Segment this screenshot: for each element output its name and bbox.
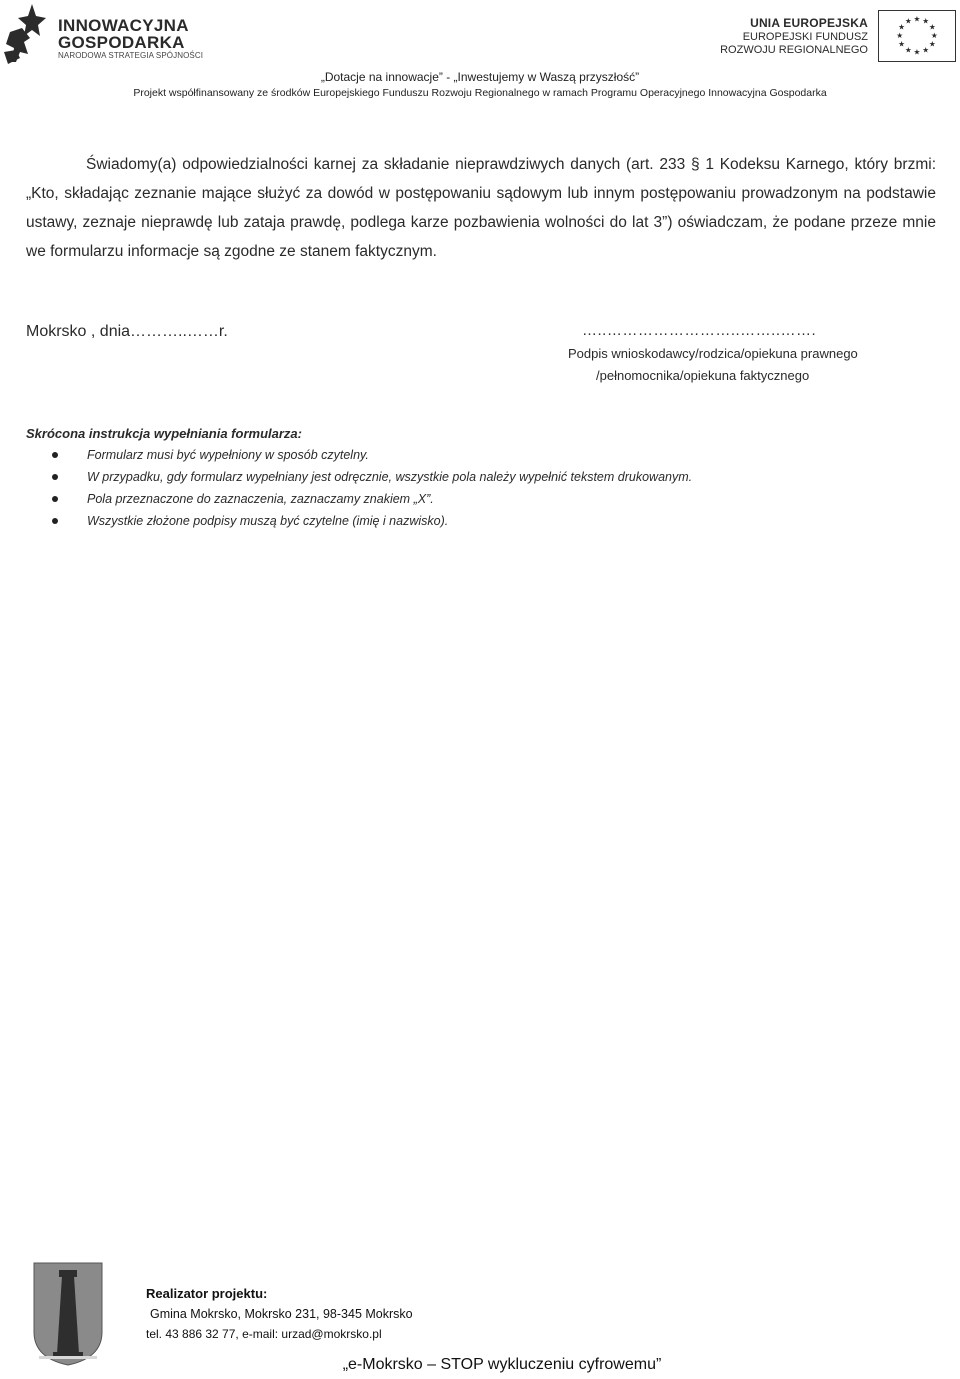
eu-line-1: UNIA EUROPEJSKA bbox=[750, 16, 868, 30]
instruction-text: W przypadku, gdy formularz wypełniany jest odręcznie, wszystkie pola należy wypełnić tekstem drukowanym. bbox=[87, 470, 693, 484]
list-item bbox=[52, 444, 692, 466]
list-item bbox=[52, 510, 692, 532]
bullet-icon bbox=[52, 518, 58, 524]
instructions-list bbox=[52, 444, 692, 532]
project-line: Projekt współfinansowany ze środków Europejskiego Funduszu Rozwoju Regionalnego w ramach Programu Operacyjnego Innowacyjna Gospodarka bbox=[133, 87, 827, 99]
svg-text:★: ★ bbox=[898, 22, 906, 32]
signature-line: …..……………………..……..……. bbox=[582, 322, 817, 339]
innowacyjna-gospodarka-logo bbox=[2, 2, 212, 66]
eu-logo-text bbox=[720, 16, 868, 56]
svg-text:★: ★ bbox=[896, 30, 904, 40]
svg-text:★: ★ bbox=[930, 30, 938, 40]
tower-coat-of-arms-icon bbox=[33, 1262, 103, 1366]
svg-text:★: ★ bbox=[913, 47, 921, 57]
svg-text:★: ★ bbox=[922, 16, 930, 26]
instruction-text: Wszystkie złożone podpisy muszą być czytelne (imię i nazwisko). bbox=[87, 514, 449, 528]
svg-text:★: ★ bbox=[928, 22, 936, 32]
list-item bbox=[52, 488, 692, 510]
bullet-icon bbox=[52, 474, 58, 480]
footer-address: Gmina Mokrsko, Mokrsko 231, 98-345 Mokrsko bbox=[150, 1307, 413, 1321]
signature-label-1: Podpis wnioskodawcy/rodzica/opiekuna prawnego bbox=[568, 346, 858, 361]
signature-label-2: /pełnomocnika/opiekuna faktycznego bbox=[596, 368, 810, 383]
logo-line-1: INNOWACYJNA bbox=[58, 16, 189, 35]
svg-text:★: ★ bbox=[913, 14, 921, 24]
logo-line-3: NARODOWA STRATEGIA SPÓJNOŚCI bbox=[58, 51, 204, 60]
footer-slogan: „e-Mokrsko – STOP wykluczeniu cyfrowemu” bbox=[342, 1356, 662, 1373]
header-slogan: „Dotacje na innowacje” - „Inwestujemy w Waszą przyszłość” bbox=[320, 70, 640, 84]
svg-text:★: ★ bbox=[922, 45, 930, 55]
bullet-icon bbox=[52, 496, 58, 502]
list-item bbox=[52, 466, 692, 488]
instructions-title: Skrócona instrukcja wypełniania formularza: bbox=[26, 426, 302, 441]
eu-line-3: ROZWOJU REGIONALNEGO bbox=[720, 44, 868, 56]
star-person-icon bbox=[2, 2, 46, 64]
declaration-paragraph: Świadomy(a) odpowiedzialności karnej za składanie nieprawdziwych danych (art. 233 § 1 Kodeksu Karnego, który brzmi: „Kto, składając zeznanie mające służyć za dowód w postępowaniu sądowym lub innym postępowaniu prowadzonym na podstawie ustawy, zeznaje nieprawdę lub zataja prawdę, podlega karze pozbawienia wolności do lat 3”) oświadczam, że podane przeze mnie we formularzu informacje są zgodne ze stanem faktycznym. bbox=[26, 156, 936, 260]
instruction-text: Formularz musi być wypełniony w sposób czytelny. bbox=[87, 448, 369, 462]
svg-text:★: ★ bbox=[904, 45, 912, 55]
bullet-icon bbox=[52, 452, 58, 458]
eu-flag-icon bbox=[878, 10, 956, 62]
logo-line-2: GOSPODARKA bbox=[58, 33, 185, 52]
realizator-label: Realizator projektu: bbox=[146, 1286, 268, 1301]
place-date: Mokrsko , dnia………..……r. bbox=[26, 323, 228, 340]
svg-text:★: ★ bbox=[904, 16, 912, 26]
svg-text:★: ★ bbox=[898, 39, 906, 49]
footer-contact: tel. 43 886 32 77, e-mail: urzad@mokrsko.pl bbox=[146, 1327, 382, 1341]
instruction-text: Pola przeznaczone do zaznaczenia, zaznaczamy znakiem „X”. bbox=[87, 492, 434, 506]
eu-line-2: EUROPEJSKI FUNDUSZ bbox=[742, 31, 868, 43]
svg-text:★: ★ bbox=[928, 39, 936, 49]
